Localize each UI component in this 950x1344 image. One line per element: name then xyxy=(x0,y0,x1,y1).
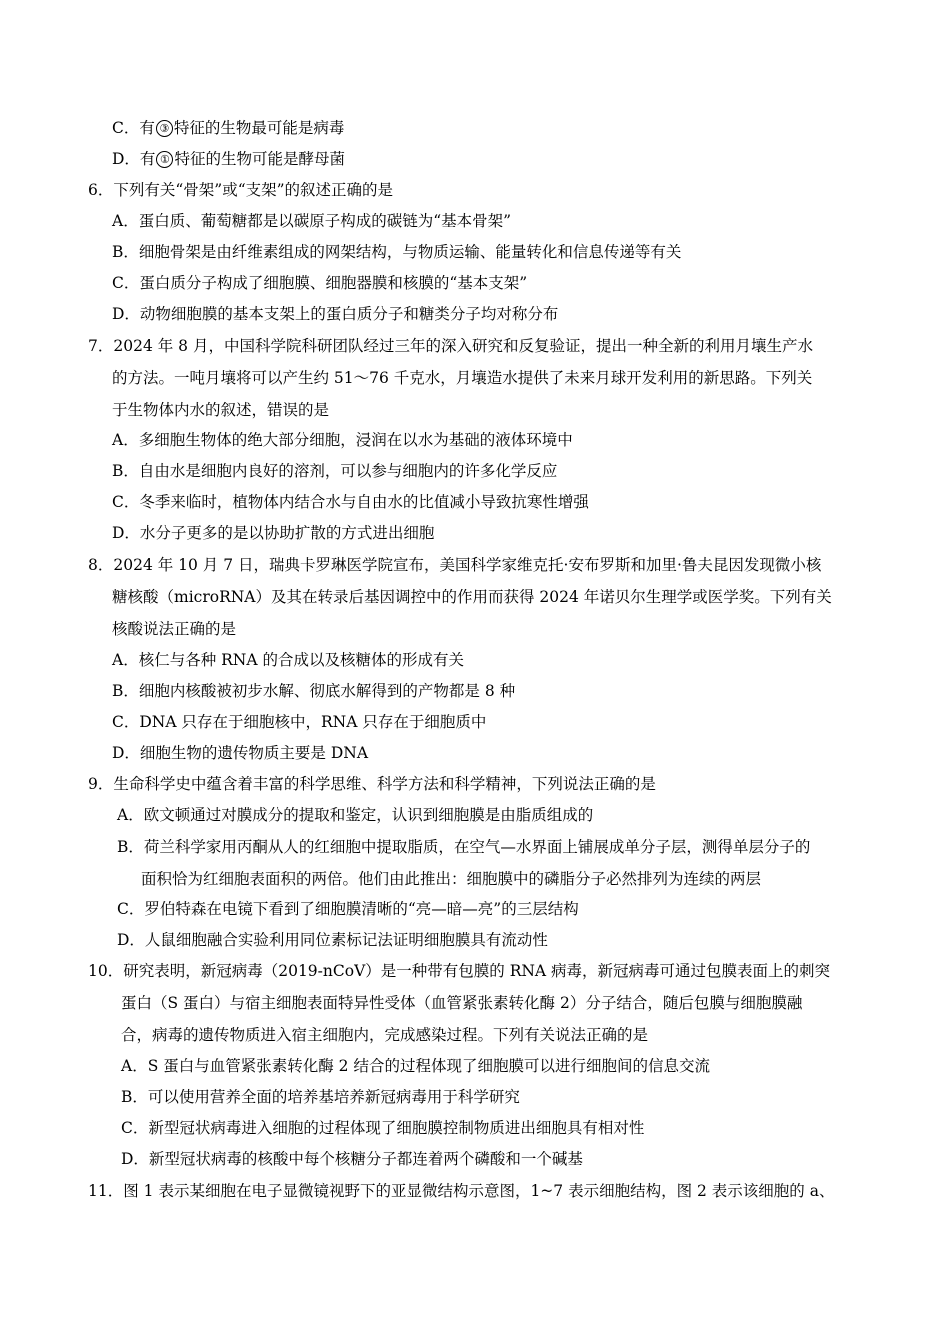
q7-option-c: C．冬季来临时，植物体内结合水与自由水的比值减小导致抗寒性增强 xyxy=(112,493,589,511)
q5-option-c xyxy=(112,118,344,138)
q5-option-c-text: 特征的生物最可能是病毒 xyxy=(173,119,345,137)
q7-option-b: B．自由水是细胞内良好的溶剂，可以参与细胞内的许多化学反应 xyxy=(112,462,558,480)
q7-stem-line1: 7．2024 年 8 月，中国科学院科研团队经过三年的深入研究和反复验证，提出一种全新的利用月壤生产水 xyxy=(88,337,813,355)
q10-option-b: B．可以使用营养全面的培养基培养新冠病毒用于科学研究 xyxy=(121,1088,520,1106)
q8-option-a: A．核仁与各种 RNA 的合成以及核糖体的形成有关 xyxy=(112,651,464,669)
circled-number-1: ① xyxy=(156,151,173,168)
q10-stem-line2: 蛋白（S 蛋白）与宿主细胞表面特异性受体（血管紧张素转化酶 2）分子结合，随后包膜与细胞膜融 xyxy=(121,994,803,1012)
q8-option-b: B．细胞内核酸被初步水解、彻底水解得到的产物都是 8 种 xyxy=(112,682,516,700)
q9-option-b-line1: B．荷兰科学家用丙酮从人的红细胞中提取脂质，在空气—水界面上铺展成单分子层，测得单层分子的 xyxy=(117,838,811,856)
q8-stem-line2: 糖核酸（microRNA）及其在转录后基因调控中的作用而获得 2024 年诺贝尔生理学或医学奖。下列有关 xyxy=(112,588,832,606)
q8-option-c: C．DNA 只存在于细胞核中，RNA 只存在于细胞质中 xyxy=(112,713,487,731)
q9-option-c: C．罗伯特森在电镜下看到了细胞膜清晰的“亮—暗—亮”的三层结构 xyxy=(117,900,579,918)
q6-stem: 6．下列有关“骨架”或“支架”的叙述正确的是 xyxy=(88,181,394,199)
q5-option-d xyxy=(112,149,345,169)
q10-stem-line1: 10．研究表明，新冠病毒（2019-nCoV）是一种带有包膜的 RNA 病毒，新冠病毒可通过包膜表面上的刺突 xyxy=(88,962,831,980)
q7-stem-line3: 于生物体内水的叙述，错误的是 xyxy=(112,401,330,419)
q5-option-d-prefix: D．有 xyxy=(112,150,156,168)
q6-option-d: D．动物细胞膜的基本支架上的蛋白质分子和糖类分子均对称分布 xyxy=(112,305,559,323)
q9-option-b-line2: 面积恰为红细胞表面积的两倍。他们由此推出：细胞膜中的磷脂分子必然排列为连续的两层 xyxy=(141,870,762,888)
q9-option-a: A．欧文顿通过对膜成分的提取和鉴定，认识到细胞膜是由脂质组成的 xyxy=(117,806,594,824)
q6-option-a: A．蛋白质、葡萄糖都是以碳原子构成的碳链为“基本骨架” xyxy=(112,212,512,230)
q8-stem-line3: 核酸说法正确的是 xyxy=(112,620,237,638)
q8-option-d: D．细胞生物的遗传物质主要是 DNA xyxy=(112,744,369,762)
q7-stem-line2: 的方法。一吨月壤将可以产生约 51～76 千克水，月壤造水提供了未来月球开发利用的新思路。下列关 xyxy=(112,369,813,387)
q10-option-d: D．新型冠状病毒的核酸中每个核糖分子都连着两个磷酸和一个碱基 xyxy=(121,1150,583,1168)
q10-stem-line3: 合，病毒的遗传物质进入宿主细胞内，完成感染过程。下列有关说法正确的是 xyxy=(121,1026,649,1044)
q5-option-d-text: 特征的生物可能是酵母菌 xyxy=(174,150,345,168)
q9-stem: 9．生命科学史中蕴含着丰富的科学思维、科学方法和科学精神，下列说法正确的是 xyxy=(88,775,656,793)
circled-number-3: ③ xyxy=(156,120,173,137)
q10-option-a: A．S 蛋白与血管紧张素转化酶 2 结合的过程体现了细胞膜可以进行细胞间的信息交流 xyxy=(121,1057,710,1075)
q11-stem-line1: 11．图 1 表示某细胞在电子显微镜视野下的亚显微结构示意图，1~7 表示细胞结构，图 2 表示该细胞的 a、 xyxy=(88,1182,835,1200)
q5-option-c-prefix: C．有 xyxy=(112,119,155,137)
q6-option-b: B．细胞骨架是由纤维素组成的网架结构，与物质运输、能量转化和信息传递等有关 xyxy=(112,243,682,261)
q7-option-a: A．多细胞生物体的绝大部分细胞，浸润在以水为基础的液体环境中 xyxy=(112,431,573,449)
q9-option-d: D．人鼠细胞融合实验利用同位素标记法证明细胞膜具有流动性 xyxy=(117,931,548,949)
q10-option-c: C．新型冠状病毒进入细胞的过程体现了细胞膜控制物质进出细胞具有相对性 xyxy=(121,1119,645,1137)
q7-option-d: D．水分子更多的是以协助扩散的方式进出细胞 xyxy=(112,524,435,542)
q6-option-c: C．蛋白质分子构成了细胞膜、细胞器膜和核膜的“基本支架” xyxy=(112,274,528,292)
q8-stem-line1: 8．2024 年 10 月 7 日，瑞典卡罗琳医学院宣布，美国科学家维克托·安布罗斯和加里·鲁夫昆因发现微小核 xyxy=(88,556,822,574)
